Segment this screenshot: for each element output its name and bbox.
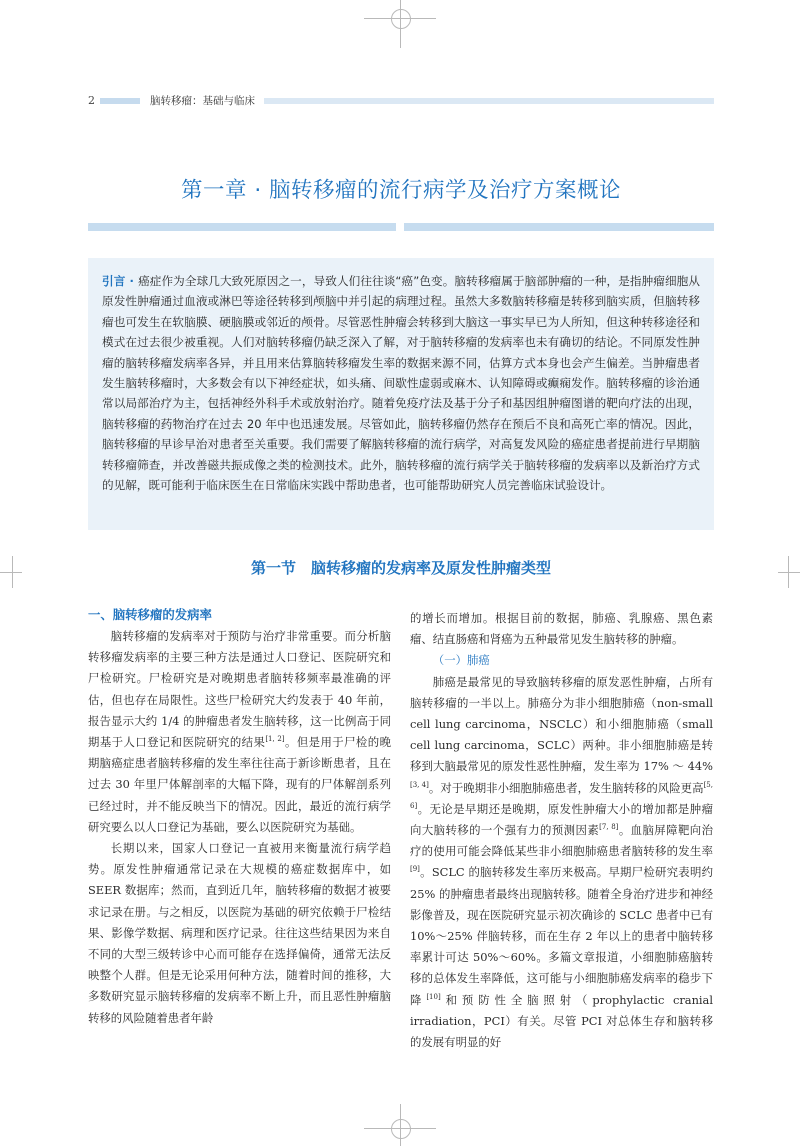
introduction-paragraph — [102, 271, 700, 495]
running-head-title: 脑转移瘤：基础与临床 — [150, 95, 255, 107]
text-run: 。血脑屏障靶向治疗的使用可能会降低某些非小细胞肺癌患者脑转移的发生率 — [410, 823, 713, 859]
subheading-lung-cancer: （一）肺癌 — [432, 653, 490, 668]
crop-mark-bottom-circle — [391, 1119, 411, 1139]
text-run: 和预防性全脑照射（prophylactic cranial irradiation，PCI）有关。尽管 PCI 对总体生存和脑转移的发展有明显的好 — [410, 992, 713, 1050]
citation: [10] — [426, 992, 441, 1001]
chapter-rule-right — [404, 223, 714, 231]
right-column — [410, 608, 713, 1053]
text-run: 。SCLC 的脑转移发生率历来极高。早期尸检研究表明约 25% 的肿瘤患者最终出现脑转移。随着全身治疗进步和神经影像普及，现在医院研究显示初次确诊的 SCLC 患者中已有 10%～25% 伴脑转移，而在生存 2 年以上的患者中脑转移率累计可达 50%～60%。多篇文章报道，小细胞肺癌脑转移的总体发生率降低，这可能与小细胞肺癌发病率的稳步下降 — [410, 865, 713, 1007]
paragraph-registry: 长期以来，国家人口登记一直被用来衡量流行病学趋势。原发性肿瘤通常记录在大规模的癌症数据库中，如 SEER 数据库；然而，直到近几年，脑转移瘤的数据才被要求记录在册。与之相反，以医院为基础的研究依赖于尸检结果、影像学数据、病理和医疗记录。往往这些结果因为来自不同的大型三级转诊中心而可能存在选择偏倚，通常无法反映整个人群。但是无论采用何种方法，随着时间的推移，大多数研究显示脑转移瘤的发病率不断上升，而且恶性肿瘤脑转移的风险随着患者年龄 — [88, 841, 391, 1025]
citation: [3, 4] — [410, 780, 429, 789]
citation: [9] — [410, 865, 420, 874]
running-head-accent-bar — [100, 98, 140, 104]
paragraph-continuation: 的增长而增加。根据目前的数据，肺癌、乳腺癌、黑色素瘤、结直肠癌和肾癌为五种最常见发生脑转移的肿瘤。 — [410, 611, 713, 647]
chapter-title: 第一章 · 脑转移瘤的流行病学及治疗方案概论 — [180, 178, 621, 203]
text-run: 。但是用于尸检的晚期脑癌症患者脑转移瘤的发生率往往高于新诊断患者，且在过去 30 年里尸体解剖率的大幅下降，现有的尸体解剖系列已经过时，并不能反映当下的情况。因此，最近的流行病学研究要么以人口登记为基础，要么以医院研究为基础。 — [88, 735, 391, 834]
paragraph-incidence-methods — [88, 626, 391, 838]
text-run: 。无论是早期还是晚期，原发性肿瘤大小的增加都是肿瘤向大脑转移的一个强有力的预测因素 — [410, 801, 713, 838]
paragraph-lung-cancer — [410, 672, 713, 1054]
citation: [1, 2] — [265, 735, 285, 744]
page-number: 2 — [88, 94, 95, 107]
introduction-separator: · — [125, 274, 139, 288]
introduction-box — [88, 258, 714, 530]
subheading-incidence: 一、脑转移瘤的发病率 — [88, 607, 212, 622]
crop-mark-right — [778, 572, 800, 573]
citation: [5, 6] — [410, 780, 713, 811]
section-title: 第一节 脑转移瘤的发病率及原发性肿瘤类型 — [250, 559, 551, 577]
chapter-rule-left — [88, 223, 396, 231]
running-head — [88, 94, 714, 108]
left-column — [88, 604, 391, 1029]
running-head-rule — [264, 98, 714, 104]
crop-mark-left-vertical — [12, 556, 13, 588]
text-run: 脑转移瘤的发病率对于预防与治疗非常重要。而分析脑转移瘤发病率的主要三种方法是通过人口登记、医院研究和尸检研究。尸检研究是对晚期患者脑转移频率最准确的评估，但也存在局限性。这些尸检研究大约发表于 40 年前，报告显示大约 1/4 的肿瘤患者发生脑转移，这一比例高于同期基于人口登记和医院研究的结果 — [88, 629, 391, 750]
introduction-text: 癌症作为全球几大致死原因之一，导致人们往往谈“癌”色变。脑转移瘤属于脑部肿瘤的一种，是指肿瘤细胞从原发性肿瘤通过血液或淋巴等途径转移到颅脑中并引起的病理过程。虽然大多数脑转移瘤是转移到脑实质，但脑转移瘤也可发生在软脑膜、硬脑膜或邻近的颅骨。尽管恶性肿瘤会转移到大脑这一事实早已为人所知，但这种转移途径和模式在过去很少被重视。人们对脑转移瘤仍缺乏深入了解，对于脑转移瘤的发病率也未有确切的结论。不同原发性肿瘤的脑转移瘤发病率各异，并且用来估算脑转移瘤发生率的数据来源不同，估算方式本身也会产生偏差。当肿瘤患者发生脑转移瘤时，大多数会有以下神经症状，如头痛、间歇性虚弱或麻木、认知障碍或癫痫发作。脑转移瘤的诊治通常以局部治疗为主，包括神经外科手术或放射治疗。随着免疫疗法及基于分子和基因组肿瘤图谱的靶向疗法的出现，脑转移瘤的药物治疗在过去 20 年中也迅速发展。尽管如此，脑转移瘤仍然存在预后不良和高死亡率的情况。因此，脑转移瘤的早诊早治对患者至关重要。我们需要了解脑转移瘤的流行病学，对高复发风险的癌症患者提前进行早期脑转移瘤筛查，并改善磁共振成像之类的检测技术。此外，脑转移瘤的流行病学关于脑转移瘤的发病率以及新治疗方式的见解，既可能利于临床医生在日常临床实践中帮助患者，也可能帮助研究人员完善临床试验设计。 — [102, 274, 700, 493]
introduction-label: 引言 — [102, 274, 126, 288]
crop-mark-top-circle — [391, 9, 411, 29]
text-run: 。对于晚期非小细胞肺癌患者，发生脑转移的风险更高 — [428, 780, 704, 795]
crop-mark-left — [0, 572, 22, 573]
crop-mark-right-vertical — [788, 556, 789, 588]
citation: [7, 8] — [599, 823, 619, 832]
text-run: 肺癌是最常见的导致脑转移瘤的原发恶性肿瘤，占所有脑转移瘤的一半以上。肺癌分为非小细胞肺癌（non-small cell lung carcinoma，NSCLC）和小细胞肺癌（small cell lung carcinoma，SCLC）两种。非小细胞肺癌是转移到大脑最常见的原发性恶性肿瘤，发生率为 17% ～ 44% — [410, 674, 713, 774]
